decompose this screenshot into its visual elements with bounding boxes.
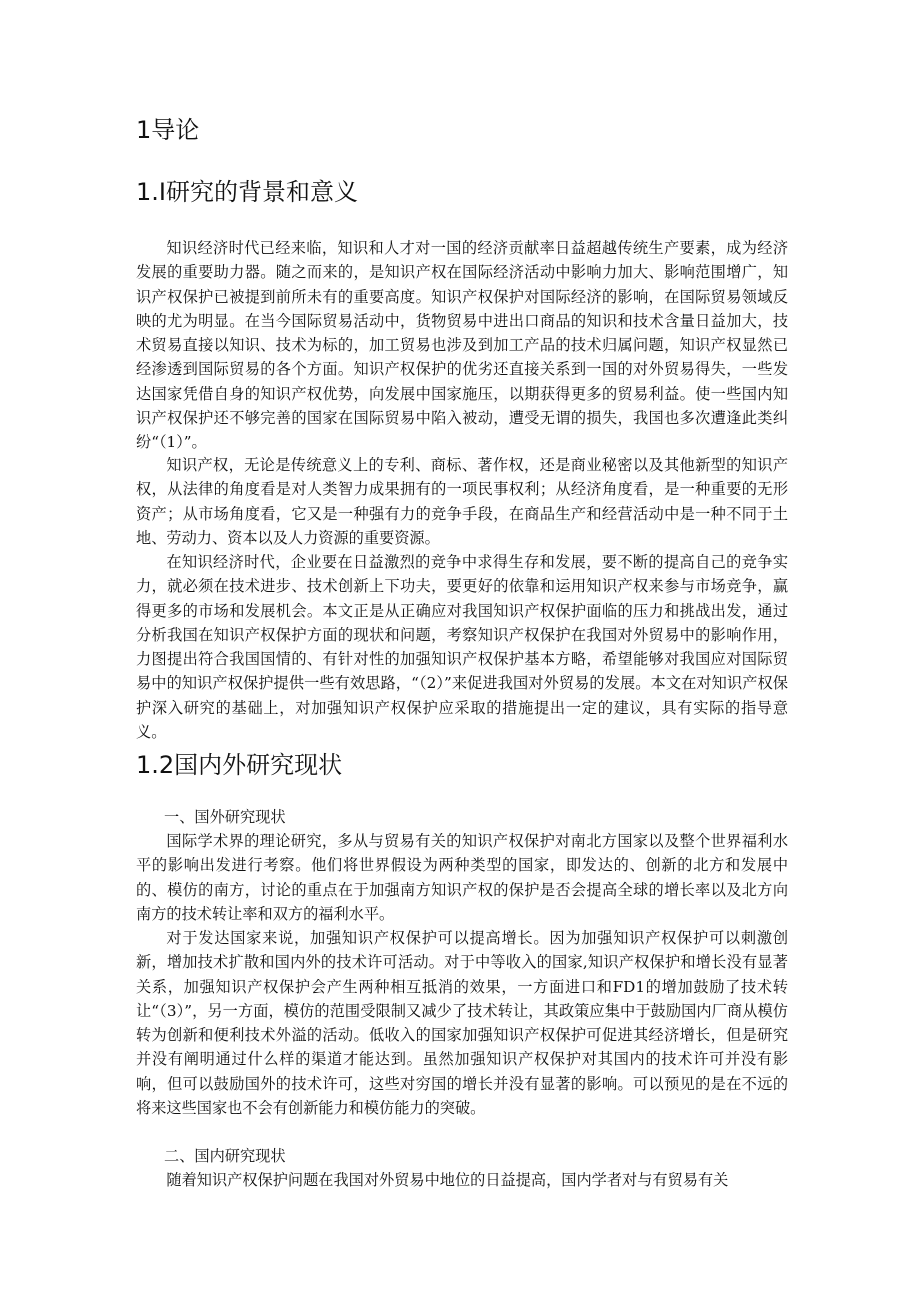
- chapter-title: 1导论: [136, 116, 200, 144]
- body-paragraph: 国际学术界的理论研究，多从与贸易有关的知识产权保护对南北方国家以及整个世界福利水平的影响出发进行考察。他们将世界假设为两种类型的国家，即发达的、创新的北方和发展中的、模仿的南方，讨论的重点在于加强南方知识产权的保护是否会提高全球的增长率以及北方向南方的技术转让率和双方的福利水平。: [136, 832, 788, 923]
- body-paragraph: 随着知识产权保护问题在我国对外贸易中地位的日益提高，国内学者对与有贸易有关: [166, 1171, 729, 1189]
- section-heading-research-status: 1.2国内外研究现状: [136, 751, 343, 779]
- section-heading-background: 1.I研究的背景和意义: [136, 178, 358, 206]
- body-paragraph: 知识经济时代已经来临，知识和人才对一国的经济贡献率日益超越传统生产要素，成为经济发展的重要助力器。随之而来的，是知识产权在国际经济活动中影响力加大、影响范围增广，知识产权保护已被提到前所未有的重要高度。知识产权保护对国际经济的影响，在国际贸易领域反映的尤为明显。在当今国际贸易活动中，货物贸易中进出口商品的知识和技术含量日益加大，技术贸易直接以知识、技术为标的，加工贸易也涉及到加工产品的技术归属问题，知识产权显然已经渗透到国际贸易的各个方面。知识产权保护的优劣还直接关系到一国的对外贸易得失，一些发达国家凭借自身的知识产权优势，向发展中国家施压，以期获得更多的贸易利益。使一些国内知识产权保护还不够完善的国家在国际贸易中陷入被动，遭受无谓的损失，我国也多次遭逢此类纠纷“（1）”。: [136, 239, 788, 452]
- subheading-foreign-research: 一、国外研究现状: [164, 808, 286, 826]
- subheading-domestic-research: 二、国内研究现状: [164, 1147, 286, 1165]
- body-paragraph: 在知识经济时代，企业要在日益激烈的竞争中求得生存和发展，要不断的提高自己的竞争实力，就必须在技术进步、技术创新上下功夫，要更好的依靠和运用知识产权来参与市场竞争，赢得更多的市场和发展机会。本文正是从正确应对我国知识产权保护面临的压力和挑战出发，通过分析我国在知识产权保护方面的现状和问题，考察知识产权保护在我国对外贸易中的影响作用，力图提出符合我国国情的、有针对性的加强知识产权保护基本方略，希望能够对我国应对国际贸易中的知识产权保护提供一些有效思路，“（2）”来促进我国对外贸易的发展。本文在对知识产权保护深入研究的基础上，对加强知识产权保护应采取的措施提出一定的建议，具有实际的指导意义。: [136, 553, 788, 742]
- body-paragraph: 知识产权，无论是传统意义上的专利、商标、著作权，还是商业秘密以及其他新型的知识产权，从法律的角度看是对人类智力成果拥有的一项民事权利；从经济角度看，是一种重要的无形资产；从市场角度看，它又是一种强有力的竞争手段，在商品生产和经营活动中是一种不同于土地、劳动力、资本以及人力资源的重要资源。: [136, 456, 788, 547]
- body-paragraph: 对于发达国家来说，加强知识产权保护可以提高增长。因为加强知识产权保护可以刺激创新，增加技术扩散和国内外的技术许可活动。对于中等收入的国家,知识产权保护和增长没有显著关系，加强知识产权保护会产生两种相互抵消的效果，一方面进口和FD1的增加鼓励了技术转让“（3）”，另一方面，模仿的范围受限制又减少了技术转让，其政策应集中于鼓励国内厂商从模仿转为创新和便利技术外溢的活动。低收入的国家加强知识产权保护可促进其经济增长，但是研究并没有阐明通过什么样的渠道才能达到。虽然加强知识产权保护对其国内的技术许可并没有影响，但可以鼓励国外的技术许可，这些对穷国的增长并没有显著的影响。可以预见的是在不远的将来这些国家也不会有创新能力和模仿能力的突破。: [136, 929, 788, 1118]
